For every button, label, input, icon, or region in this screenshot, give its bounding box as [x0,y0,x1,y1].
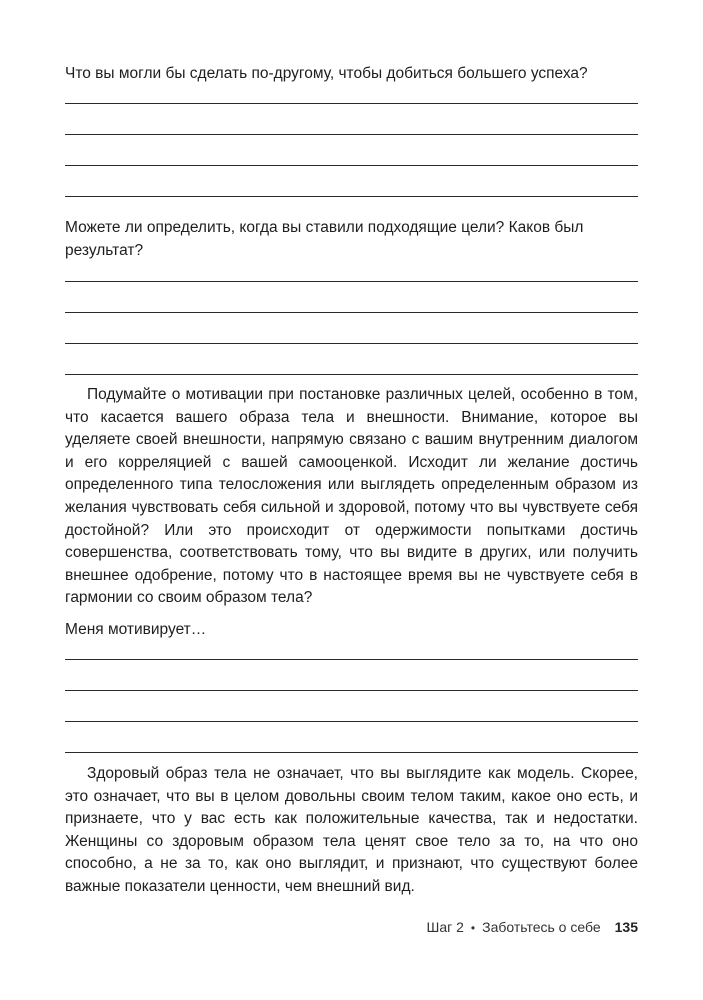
question-1-block [65,62,638,85]
page-footer [427,916,639,939]
question-1-text: Что вы могли бы сделать по-другому, чтобы добиться большего успеха? [65,65,588,82]
footer-section-title: Заботьтесь о себе [482,919,601,935]
footer-bullet: • [470,921,476,935]
motivation-paragraph: Подумайте о мотивации при постановке различных целей, особенно в том, что касается вашего образа тела и внешности. Внимание, которое вы уделяете своей внешности, напрямую связано с вашим внутренним диалогом и его корреляцией с вашей самооценкой. Исходит ли желание достичь определенного типа телосложения или выглядеть определенным образом из желания чувствовать себя сильной и здоровой, потому что вы чувствуете себя достойной? Или это происходит от одержимости попытками достичь совершенства, соответствовать тому, что вы видите в других, или получить внешнее одобрение, потому что в настоящее время вы не чувствуете себя в гармонии со своим образом тела? [65,386,638,607]
answer-line[interactable] [65,165,638,166]
answer-line[interactable] [65,721,638,722]
motivates-prompt-block [65,619,638,641]
question-2-block [65,216,638,262]
answer-line[interactable] [65,374,638,375]
answer-line[interactable] [65,196,638,197]
healthy-body-paragraph-block [65,763,638,899]
motivates-prompt: Меня мотивирует… [65,621,207,638]
footer-step: Шаг 2 [426,919,464,935]
question-2-text: Можете ли определить, когда вы ставили подходящие цели? Каков был результат? [65,219,584,259]
answer-line[interactable] [65,312,638,313]
book-page [65,0,638,1000]
answer-line[interactable] [65,752,638,753]
answer-line[interactable] [65,343,638,344]
answer-line[interactable] [65,659,638,660]
page-number: 135 [614,919,638,935]
motivation-paragraph-block [65,384,638,610]
answer-line[interactable] [65,281,638,282]
answer-line[interactable] [65,690,638,691]
answer-line[interactable] [65,134,638,135]
answer-lines-1 [65,103,638,227]
answer-line[interactable] [65,103,638,104]
healthy-body-paragraph: Здоровый образ тела не означает, что вы выглядите как модель. Скорее, это означает, что вы в целом довольны своим телом таким, какое оно есть, и признаете, что у вас есть как положительные качества, так и недостатки. Женщины со здоровым образом тела ценят свое тело за то, на что оно способно, а не за то, как оно выглядит, и признают, что существуют более важные показатели ценности, чем внешний вид. [65,765,638,895]
